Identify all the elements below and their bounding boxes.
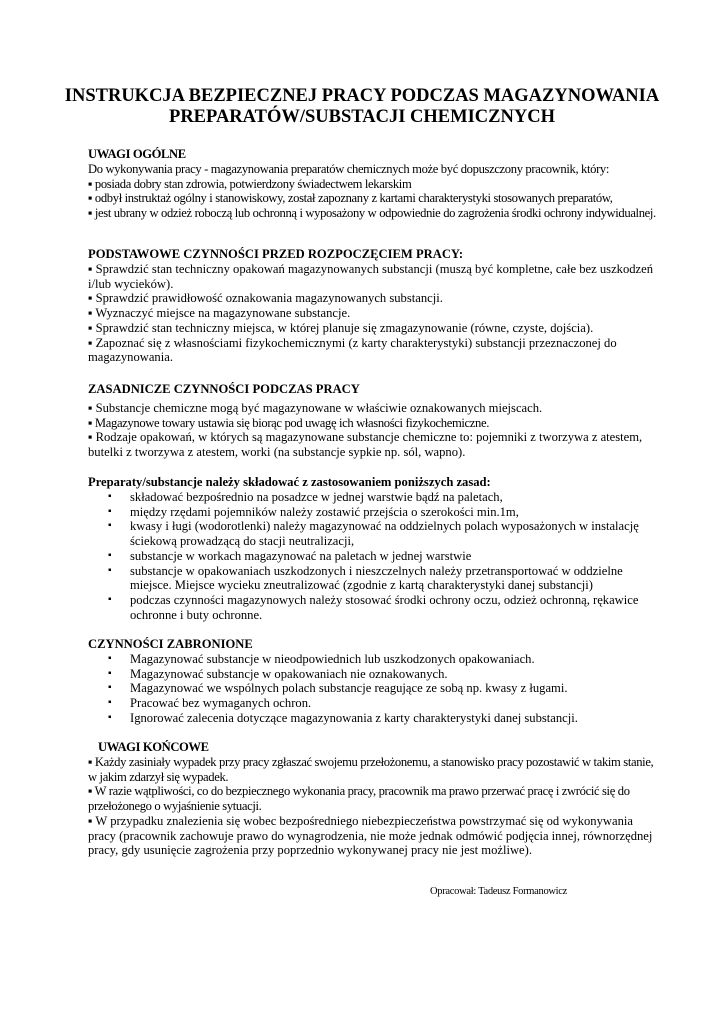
- section-storage-rules: [88, 474, 658, 622]
- list-item: ▪ Magazynować we wspólnych polach substancje reagujące ze sobą np. kwasy z ługami.: [88, 681, 658, 696]
- section-heading-storage-rules: Preparaty/substancje należy składować z zastosowaniem poniższych zasad:: [88, 475, 491, 489]
- paragraph: ▪ Magazynowe towary ustawia się biorąc pod uwagę ich własności fizykochemiczne.: [88, 415, 490, 430]
- list-item: ▪ substancje w workach magazynować na paletach w jednej warstwie: [88, 549, 658, 564]
- section-heading-before-work: PODSTAWOWE CZYNNOŚCI PRZED ROZPOCZĘCIEM PRACY:: [88, 247, 464, 261]
- section-heading-general: UWAGI OGÓLNE: [88, 147, 186, 161]
- list-item: ▪ kwasy i ługi (wodorotlenki) należy magazynować na oddzielnych polach wyposażonych w instalację ściekową prowadzącą do stacji neutralizacji,: [88, 519, 658, 548]
- paragraph: ▪ Sprawdzić prawidłowość oznakowania magazynowanych substancji.: [88, 291, 443, 306]
- section-forbidden: [88, 636, 658, 726]
- paragraph: ▪ W razie wątpliwości, co do bezpiecznego wykonania pracy, pracownik ma prawo przerwać pracę i zwrócić się do przełożonego o wyjaśnienie sytuacji.: [88, 784, 630, 814]
- list-item: ▪ Ignorować zalecenia dotyczące magazynowania z karty charakterystyki danej substancji.: [88, 711, 658, 726]
- paragraph: Do wykonywania pracy - magazynowania preparatów chemicznych może być dopuszczony pracownik, który:: [88, 162, 610, 176]
- storage-rules-list: [88, 490, 658, 622]
- paragraph: ▪ posiada dobry stan zdrowia, potwierdzony świadectwem lekarskim: [88, 176, 412, 191]
- title-line-1: INSTRUKCJA BEZPIECZNEJ PRACY PODCZAS MAGAZYNOWANIA: [64, 86, 660, 106]
- document-title: [60, 86, 664, 128]
- paragraph: ▪ Rodzaje opakowań, w których są magazynowane substancje chemiczne to: pojemniki z tworzywa z atestem, butelki z tworzywa z atestem, worki (na substancje sypkie np. sól, wapno).: [88, 430, 643, 460]
- paragraph: ▪ Sprawdzić stan techniczny opakowań magazynowanych substancji (muszą być kompletne, całe bez uszkodzeń i/lub wycieków).: [88, 262, 654, 291]
- list-item: ▪ podczas czynności magazynowych należy stosować środki ochrony oczu, odzież ochronną, rękawice ochronne i buty ochronne.: [88, 593, 658, 622]
- paragraph: ▪ Wyznaczyć miejsce na magazynowane substancje.: [88, 306, 351, 321]
- section-heading-during-work: ZASADNICZE CZYNNOŚCI PODCZAS PRACY: [88, 382, 360, 396]
- list-item: ▪ Magazynować substancje w nieodpowiednich lub uszkodzonych opakowaniach.: [88, 652, 658, 667]
- list-item: ▪ substancje w opakowaniach uszkodzonych i nieszczelnych należy przetransportować w oddzielne miejsce. Miejsce wycieku zneutralizować (zgodnie z kartą charakterystyki danej substancji): [88, 564, 658, 593]
- paragraph: ▪ W przypadku znalezienia się wobec bezpośredniego niebezpieczeństwa powstrzymać się od wykonywania pracy (pracownik zachowuje prawo do wynagrodzenia, nie może jednak odmówić podjęcia innej, równorzędnej pracy, gdy usunięcie zagrożenia przy poprzednio wykonywanej pracy nie jest możliwe).: [88, 813, 653, 858]
- section-heading-final-remarks: UWAGI KOŃCOWE: [98, 740, 209, 754]
- paragraph: ▪ Każdy zasiniały wypadek przy pracy zgłaszać swojemu przełożonemu, a stanowisko pracy pozostawić w takim stanie, w jakim zdarzył się wypadek.: [88, 755, 654, 784]
- paragraph: ▪ Substancje chemiczne mogą być magazynowane w właściwie oznakowanych miejscach.: [88, 401, 543, 415]
- paragraph: ▪ Sprawdzić stan techniczny miejsca, w której planuje się zmagazynowanie (równe, czyste, dojścia).: [88, 320, 594, 335]
- section-before-work: [88, 246, 658, 365]
- list-item: ▪ Magazynować substancje w opakowaniach nie oznakowanych.: [88, 667, 658, 682]
- section-during-work: [88, 381, 658, 460]
- title-line-2: PREPARATÓW/SUBSTACJI CHEMICZNYCH: [169, 107, 555, 127]
- section-heading-forbidden: CZYNNOŚCI ZABRONIONE: [88, 637, 253, 651]
- paragraph: ▪ odbył instruktaż ogólny i stanowiskowy, został zapoznany z kartami charakterystyki stosowanych preparatów,: [88, 191, 613, 206]
- list-item: ▪ Pracować bez wymaganych ochron.: [88, 696, 658, 711]
- section-final-remarks: [88, 739, 658, 858]
- section-general: [88, 146, 658, 221]
- forbidden-list: [88, 652, 658, 726]
- list-item: ▪ składować bezpośrednio na posadzce w jednej warstwie bądź na paletach,: [88, 490, 658, 505]
- signature: Opracował: Tadeusz Formanowicz: [430, 886, 568, 897]
- paragraph: ▪ Zapoznać się z własnościami fizykochemicznymi (z karty charakterystyki) substancji przeznaczonej do magazynowania.: [88, 335, 617, 365]
- list-item: ▪ między rzędami pojemników należy zostawić przejścia o szerokości min.1m,: [88, 505, 658, 520]
- paragraph: ▪ jest ubrany w odzież roboczą lub ochronną i wyposażony w odpowiednie do zagrożenia środki ochrony indywidualnej.: [88, 206, 656, 221]
